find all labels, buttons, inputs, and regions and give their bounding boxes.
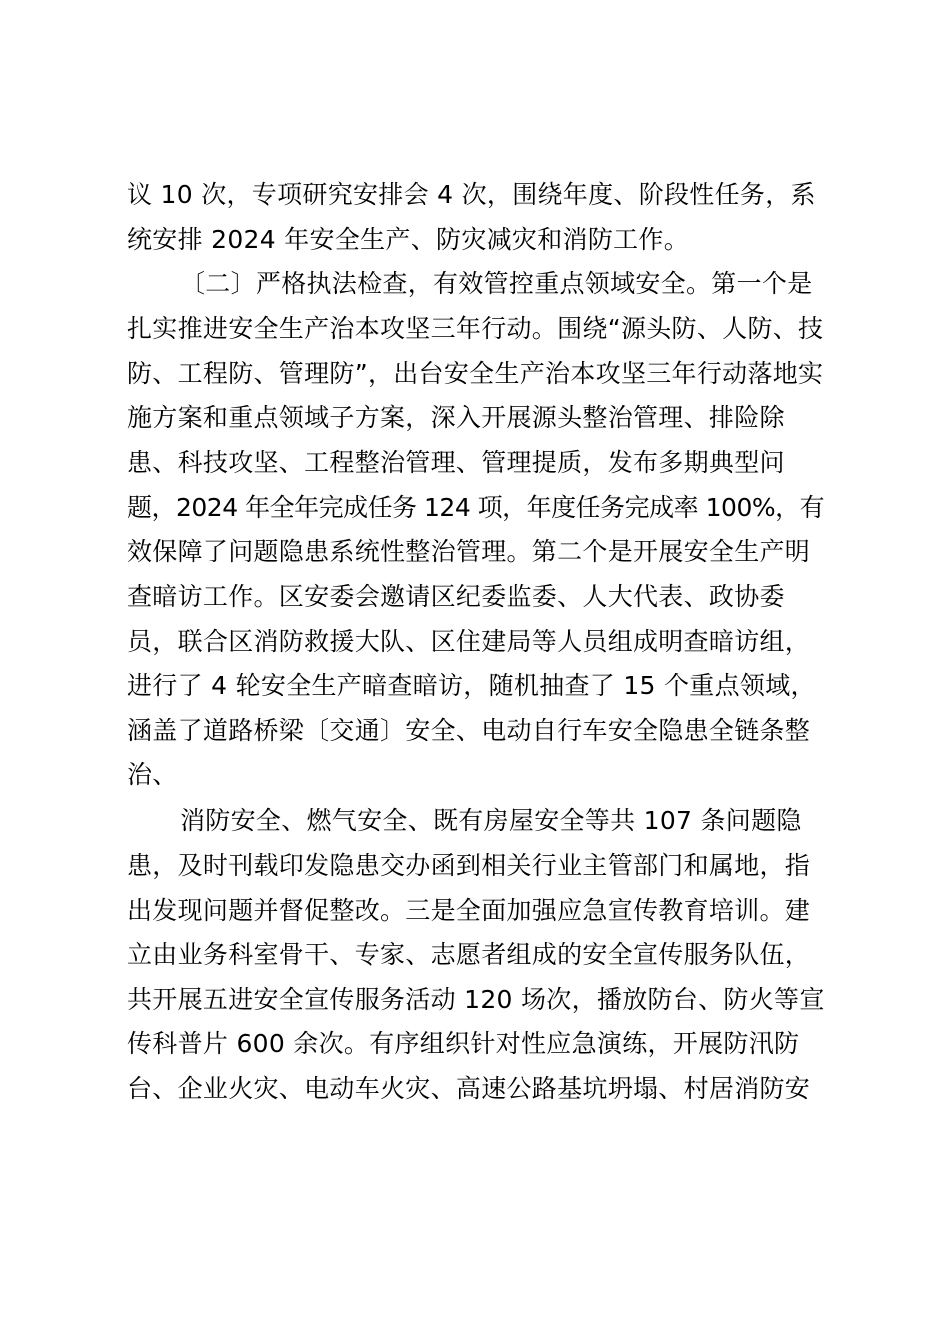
text-line-1: 议 10 次，专项研究安排会 4 次，围绕年度、阶段性任务，系 bbox=[127, 180, 816, 209]
text-line-7: 患、科技攻坚、工程整治管理、管理提质，发布多期典型问 bbox=[127, 448, 785, 477]
text-line-6: 施方案和重点领域子方案，深入开展源头整治管理、排险除 bbox=[127, 403, 785, 432]
text-line-19: 共开展五进安全宣传服务活动 120 场次，播放防台、防火等宣 bbox=[127, 985, 825, 1014]
text-line-17: 出发现问题并督促整改。三是全面加强应急宣传教育培训。建 bbox=[127, 896, 811, 925]
text-line-11: 员，联合区消防救援大队、区住建局等人员组成明查暗访组， bbox=[127, 627, 811, 656]
text-line-14: 治、 bbox=[127, 760, 178, 789]
text-line-3: 〔二〕严格执法检查，有效管控重点领域安全。第一个是 bbox=[180, 269, 813, 298]
text-line-9: 效保障了问题隐患系统性整治管理。第二个是开展安全生产明 bbox=[127, 537, 811, 566]
text-line-20: 传科普片 600 余次。有序组织针对性应急演练，开展防汛防 bbox=[127, 1029, 800, 1058]
text-line-16: 患，及时刊载印发隐患交办函到相关行业主管部门和属地，指 bbox=[127, 851, 811, 880]
text-line-18: 立由业务科室骨干、专家、志愿者组成的安全宣传服务队伍， bbox=[127, 940, 811, 969]
text-line-21: 台、企业火灾、电动车火灾、高速公路基坑坍塌、村居消防安 bbox=[127, 1074, 811, 1103]
text-line-8: 题，2024 年全年完成任务 124 项，年度任务完成率 100%，有 bbox=[127, 493, 825, 522]
text-line-15: 消防安全、燃气安全、既有房屋安全等共 107 条问题隐 bbox=[180, 806, 802, 835]
text-line-12: 进行了 4 轮安全生产暗查暗访，随机抽查了 15 个重点领域， bbox=[127, 671, 816, 700]
text-line-2: 统安排 2024 年安全生产、防灾减灾和消防工作。 bbox=[127, 225, 690, 254]
text-line-13: 涵盖了道路桥梁〔交通〕安全、电动自行车安全隐患全链条整 bbox=[127, 716, 811, 745]
text-line-10: 查暗访工作。区安委会邀请区纪委监委、人大代表、政协委 bbox=[127, 582, 785, 611]
text-line-5: 防、工程防、管理防”，出台安全生产治本攻坚三年行动落地实 bbox=[127, 359, 824, 388]
text-line-4: 扎实推进安全生产治本攻坚三年行动。围绕“源头防、人防、技 bbox=[127, 314, 824, 343]
